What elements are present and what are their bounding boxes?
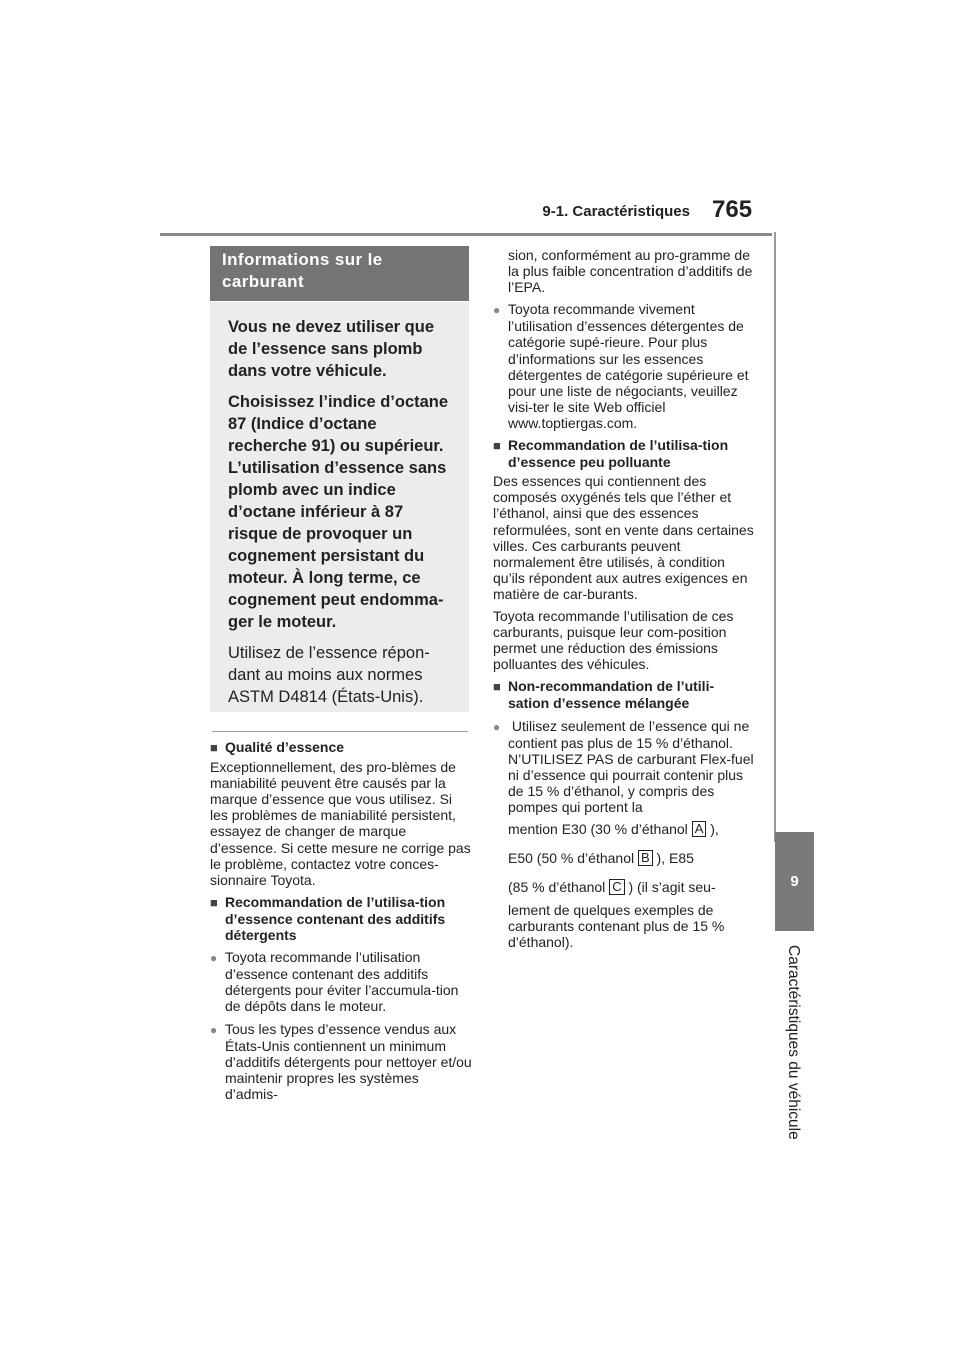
section-heading: ■ Non-recommandation de l’utili-sation d’essence mélangée bbox=[493, 678, 755, 711]
info-box-paragraph: Choisissez l’indice d’octane 87 (Indice d’octane recherche 91) ou supérieur. L’utilisation d’essence sans plomb avec un indice d’octane inférieur à 87 risque de provoquer un cognement persistant du moteur. À long terme, ce cognement peut endomma-ger le moteur. bbox=[228, 393, 449, 631]
section-title: 9-1. Caractéristiques bbox=[542, 203, 690, 220]
ethanol-text: ), E85 bbox=[656, 850, 694, 867]
side-divider bbox=[774, 232, 776, 842]
info-box-title-line1: Informations sur le bbox=[222, 250, 383, 269]
bullet-text: lement de quelques exemples de carburants contenant plus de 15 % d’éthanol). bbox=[508, 902, 725, 951]
info-box-paragraph: Vous ne devez utiliser que de l’essence sans plomb dans votre véhicule. bbox=[228, 318, 435, 380]
page-number: 765 bbox=[712, 196, 753, 223]
info-box-paragraph: Utilisez de l’essence répon-dant au moins aux normes ASTM D4814 (États-Unis). bbox=[228, 644, 430, 706]
bullet-text: Utilisez seulement de l’essence qui ne contient pas plus de 15 % d’éthanol. bbox=[508, 717, 750, 751]
section-heading: ■ Recommandation de l’utilisa-tion d’essence contenant des additifs détergents bbox=[210, 894, 472, 943]
info-box-title-line2: carburant bbox=[222, 272, 305, 291]
ethanol-line-e50 bbox=[493, 844, 755, 873]
ethanol-text: (85 % d’éthanol bbox=[508, 879, 606, 896]
ethanol-text: E50 (50 % d’éthanol bbox=[508, 850, 635, 867]
info-box bbox=[210, 302, 469, 712]
chapter-label: Caractéristiques du véhicule bbox=[785, 945, 802, 1140]
ethanol-line-e85 bbox=[493, 873, 755, 902]
chapter-number: 9 bbox=[790, 873, 799, 890]
info-box-divider bbox=[212, 731, 468, 732]
bullet-item: ● Tous les types d’essence vendus aux États-Unis contiennent un minimum d’additifs détergents pour nettoyer et/ou maintenir propres les systèmes d’admis- bbox=[210, 1021, 472, 1102]
body-paragraph: Exceptionnellement, des pro-blèmes de maniabilité peuvent être causés par la marque d’essence que vous utilisez. Si les problèmes de maniabilité persistent, essayez de changer de marque d’essence. Si cette mesure ne corrige pas le problème, contactez votre conces-sionnaire Toyota. bbox=[210, 759, 471, 888]
bullet-continuation: sion, conformément au pro-gramme de la plus faible concentration d’additifs de l’EPA. bbox=[508, 247, 753, 296]
bullet-item: ● Toyota recommande l’utilisation d’essence contenant des additifs détergents pour éviter l’accumula-tion de dépôts dans le moteur. bbox=[210, 949, 472, 1014]
ethanol-text: mention E30 (30 % d’éthanol bbox=[508, 821, 688, 838]
body-paragraph: Toyota recommande l’utilisation de ces carburants, puisque leur com-position permet une réduction des émissions polluantes des véhicules. bbox=[493, 607, 734, 673]
bullet-item: ● Toyota recommande vivement l’utilisation d’essences détergentes de catégorie supé-rieure. Pour plus d’informations sur les essences détergentes de catégorie supérieure et pour une liste de négociants, veuillez visi-ter le site Web officiel www.toptiergas.com. bbox=[493, 301, 755, 431]
chapter-tab[interactable] bbox=[775, 832, 814, 931]
bullet-item-ethanol bbox=[493, 718, 755, 751]
left-column bbox=[210, 733, 472, 1102]
ref-key-c: C bbox=[609, 879, 624, 895]
ethanol-text: ) (il s’agit seu- bbox=[628, 879, 716, 896]
ethanol-text: ), bbox=[710, 821, 719, 838]
info-box-title bbox=[210, 246, 469, 301]
header-divider bbox=[160, 233, 772, 236]
bullet-text: N’UTILISEZ PAS de carburant Flex-fuel ni d’essence qui pourrait contenir plus de 15 % d’éthanol, y compris des pompes qui portent la bbox=[508, 750, 754, 815]
section-heading: ■ Recommandation de l’utilisa-tion d’essence peu polluante bbox=[493, 437, 755, 470]
ethanol-line-e30 bbox=[493, 815, 755, 844]
ref-key-b: B bbox=[638, 850, 653, 866]
section-heading: ■ Qualité d’essence bbox=[210, 739, 472, 756]
body-paragraph: Des essences qui contiennent des composés oxygénés tels que l’éther et l’éthanol, ainsi que des essences reformulées, sont en vente dans certaines villes. Ces carburants peuvent normalement être utilisés, à condition qu’ils répondent aux autres exigences en matière de car-burants. bbox=[493, 473, 754, 602]
ref-key-a: A bbox=[692, 821, 707, 837]
right-column bbox=[493, 247, 755, 950]
